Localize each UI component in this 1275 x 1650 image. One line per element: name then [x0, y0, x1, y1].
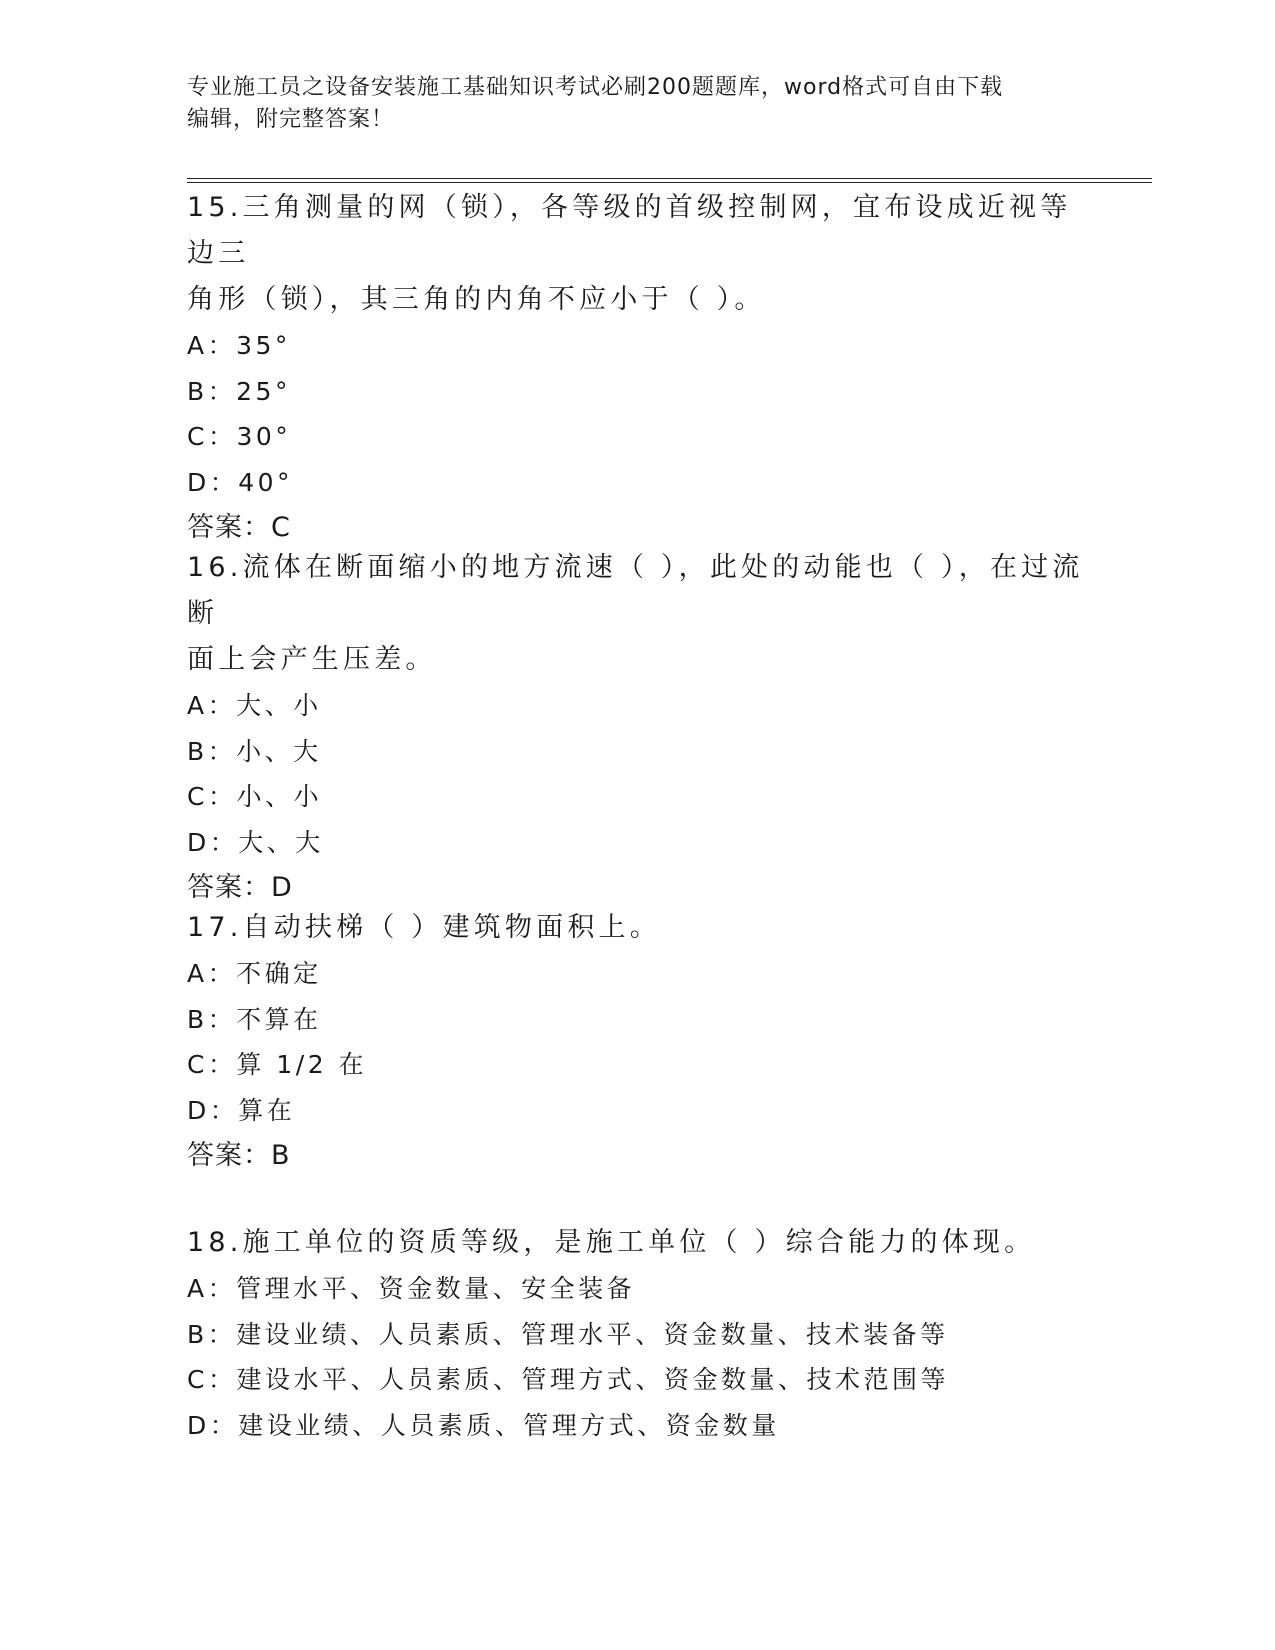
- option-a: A：不确定: [187, 959, 322, 988]
- option-c: C：建设水平、人员素质、管理方式、资金数量、技术范围等: [187, 1365, 949, 1394]
- question-15: [187, 185, 1087, 550]
- question-18: [187, 1220, 1087, 1448]
- option-c: C：30°: [187, 422, 292, 451]
- option-b: B：建设业绩、人员素质、管理水平、资金数量、技术装备等: [187, 1319, 949, 1349]
- option-a: A：35°: [187, 331, 291, 360]
- option-b: B：不算在: [187, 1004, 322, 1034]
- option-d: D：40°: [187, 467, 294, 497]
- header-divider-bottom: [187, 182, 1152, 183]
- question-stem-line-1: 17.自动扶梯（ ）建筑物面积上。: [187, 912, 661, 943]
- answer: 答案：B: [187, 1140, 291, 1171]
- answer: 答案：C: [187, 512, 291, 543]
- option-c: C：算 1/2 在: [187, 1050, 368, 1079]
- option-b: B：小、大: [187, 736, 322, 766]
- option-d: D：建设业绩、人员素质、管理方式、资金数量: [187, 1410, 780, 1440]
- question-stem-line-1: 16.流体在断面缩小的地方流速（ ），此处的动能也（ ），在过流断: [187, 552, 1084, 629]
- question-stem-line-1: 18.施工单位的资质等级，是施工单位（ ）综合能力的体现。: [187, 1227, 1036, 1258]
- option-c: C：小、小: [187, 782, 322, 811]
- option-b: B：25°: [187, 376, 291, 406]
- header-divider-top: [187, 178, 1152, 179]
- question-17: [187, 905, 1087, 1178]
- option-a: A：管理水平、资金数量、安全装备: [187, 1274, 636, 1303]
- header-line-1: 专业施工员之设备安装施工基础知识考试必刷200题题库，word格式可自由下载: [187, 75, 1004, 100]
- question-16: [187, 545, 1087, 910]
- option-d: D：算在: [187, 1095, 296, 1125]
- question-stem-line-1: 15.三角测量的网（锁），各等级的首级控制网，宜布设成近视等边三: [187, 192, 1072, 269]
- option-d: D：大、大: [187, 827, 324, 857]
- answer: 答案：D: [187, 872, 293, 903]
- question-stem-line-2: 角形（锁），其三角的内角不应小于（ ）。: [187, 284, 766, 315]
- question-stem-line-2: 面上会产生压差。: [187, 644, 437, 675]
- document-header: [187, 72, 1087, 136]
- header-line-2: 编辑，附完整答案！: [187, 107, 395, 132]
- option-a: A：大、小: [187, 691, 322, 720]
